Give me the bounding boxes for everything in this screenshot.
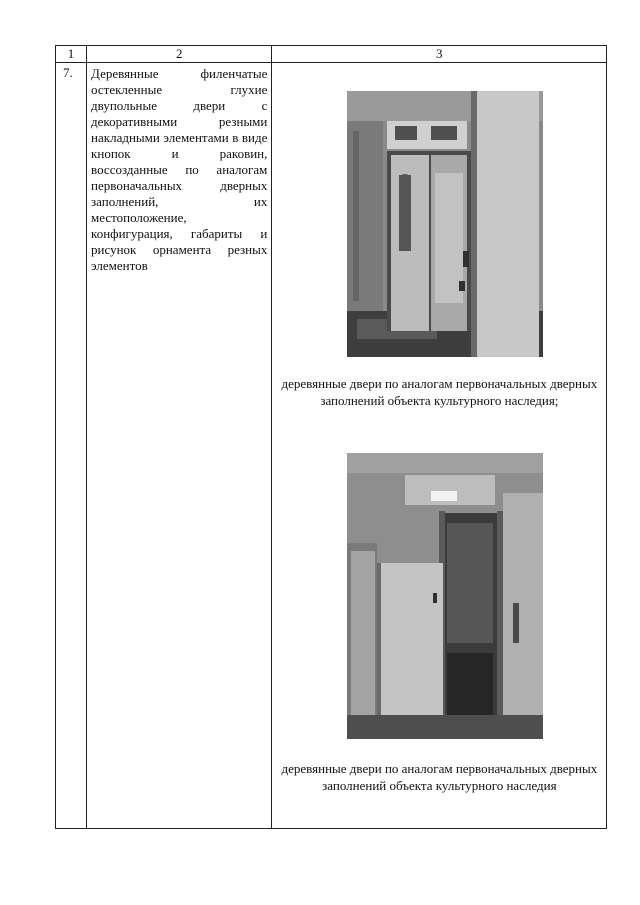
door-photo-1-image: [347, 91, 543, 357]
photo-caption-1: деревянные двери по аналогам первоначальных дверных заполнений объекта культурного наследия;: [281, 376, 598, 408]
header-cell-3: 3: [272, 46, 607, 63]
photo-caption-2: деревянные двери по аналогам первоначальных дверных заполнений объекта культурного наследия: [281, 761, 598, 793]
table-row: [56, 63, 607, 829]
row-number: 7.: [56, 63, 87, 829]
header-cell-1: 1: [56, 46, 87, 63]
photos-cell: [272, 63, 607, 829]
header-row: [56, 46, 607, 63]
door-photo-2-image: [347, 453, 543, 739]
door-photo-2: [347, 453, 543, 739]
header-cell-2: 2: [87, 46, 272, 63]
description-cell: [87, 63, 272, 829]
heritage-elements-table: [55, 45, 607, 829]
description-text: Деревянные филенчатые остекленные глухие двупольные двери с декоративными резными накладными элементами в виде кнопок и раковин, воссозданные по аналогам первоначальных дверных заполнений, их местоположение, конфигурация, габариты и рисунок орнамента резных элементов: [91, 66, 268, 273]
door-photo-1: [347, 91, 543, 357]
